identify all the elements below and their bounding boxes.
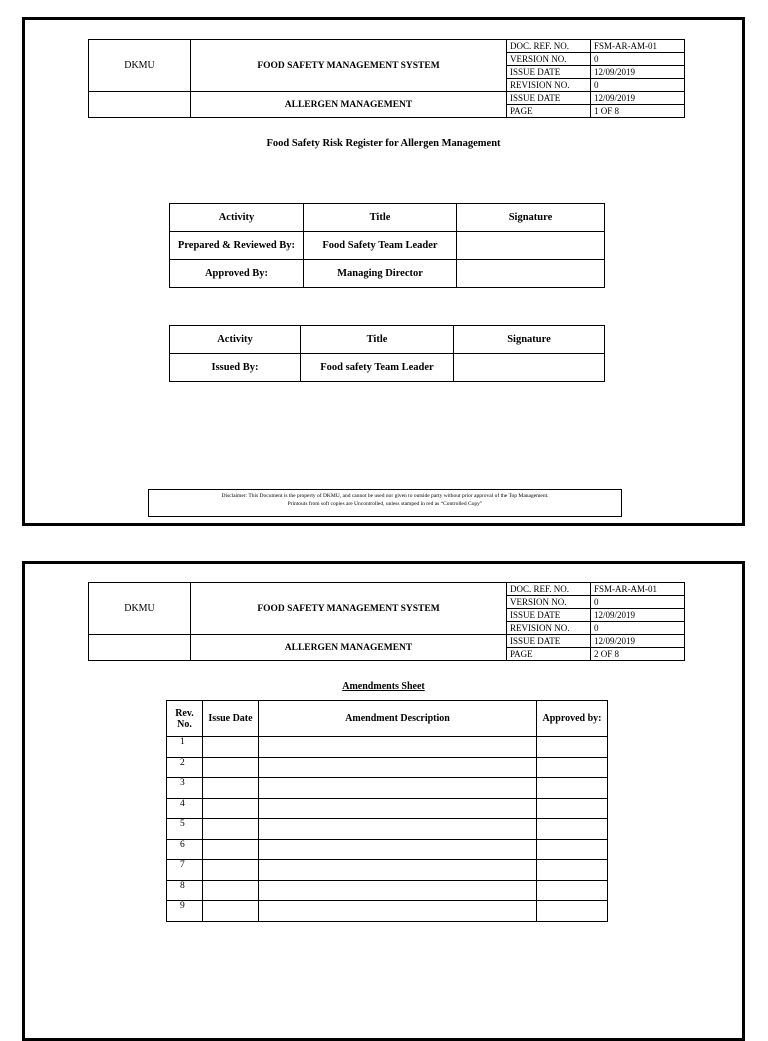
rev-no-cell: 7 bbox=[167, 860, 203, 881]
table-row bbox=[167, 757, 608, 778]
issue-date-cell bbox=[203, 880, 259, 901]
field-label: PAGE bbox=[507, 648, 591, 661]
issue-date-cell bbox=[203, 798, 259, 819]
table-row bbox=[167, 819, 608, 840]
page-number: 1 OF 8 bbox=[591, 105, 685, 118]
description-cell bbox=[259, 901, 537, 922]
description-cell bbox=[259, 757, 537, 778]
table-row bbox=[167, 737, 608, 758]
rev-no-cell: 3 bbox=[167, 778, 203, 799]
system-title: FOOD SAFETY MANAGEMENT SYSTEM bbox=[191, 583, 507, 635]
approved-by-cell bbox=[537, 901, 608, 922]
field-label: VERSION NO. bbox=[507, 596, 591, 609]
column-header: Signature bbox=[457, 204, 605, 232]
field-value: 12/09/2019 bbox=[591, 635, 685, 648]
section-title: ALLERGEN MANAGEMENT bbox=[191, 635, 507, 661]
field-value: 0 bbox=[591, 79, 685, 92]
field-value: 12/09/2019 bbox=[591, 92, 685, 105]
field-label: VERSION NO. bbox=[507, 53, 591, 66]
description-cell bbox=[259, 860, 537, 881]
description-cell bbox=[259, 819, 537, 840]
field-label: ISSUE DATE bbox=[507, 635, 591, 648]
issue-date-cell bbox=[203, 860, 259, 881]
table-row bbox=[167, 880, 608, 901]
description-cell bbox=[259, 778, 537, 799]
issue-date-cell bbox=[203, 757, 259, 778]
document-page-1 bbox=[22, 17, 745, 526]
issue-table bbox=[169, 325, 605, 382]
amendments-table bbox=[166, 700, 608, 922]
column-header: Rev. No. bbox=[167, 701, 203, 737]
description-cell bbox=[259, 737, 537, 758]
disclaimer-line: Disclaimer: This Document is the property of DKMU, and cannot be used nor given to outside party without prior approval of the Top Management. bbox=[221, 493, 549, 499]
signature-cell bbox=[457, 232, 605, 260]
table-row bbox=[167, 901, 608, 922]
activity-cell: Issued By: bbox=[170, 354, 301, 382]
field-label: REVISION NO. bbox=[507, 79, 591, 92]
issue-date-cell bbox=[203, 819, 259, 840]
activity-cell: Prepared & Reviewed By: bbox=[170, 232, 304, 260]
field-value: 12/09/2019 bbox=[591, 66, 685, 79]
issue-date-cell bbox=[203, 901, 259, 922]
table-row bbox=[167, 839, 608, 860]
approval-table bbox=[169, 203, 605, 288]
column-header: Amendment Description bbox=[259, 701, 537, 737]
field-label: DOC. REF. NO. bbox=[507, 583, 591, 596]
approved-by-cell bbox=[537, 757, 608, 778]
section-title: ALLERGEN MANAGEMENT bbox=[191, 92, 507, 118]
field-value: 0 bbox=[591, 596, 685, 609]
table-row bbox=[167, 798, 608, 819]
rev-no-cell: 6 bbox=[167, 839, 203, 860]
activity-cell: Approved By: bbox=[170, 260, 304, 288]
rev-no-cell: 1 bbox=[167, 737, 203, 758]
title-cell: Food Safety Team Leader bbox=[304, 232, 457, 260]
approved-by-cell bbox=[537, 778, 608, 799]
approved-by-cell bbox=[537, 839, 608, 860]
table-row bbox=[167, 860, 608, 881]
signature-cell bbox=[454, 354, 605, 382]
table-row bbox=[167, 778, 608, 799]
field-label: DOC. REF. NO. bbox=[507, 40, 591, 53]
document-header bbox=[88, 39, 685, 118]
disclaimer-box bbox=[148, 489, 622, 517]
approved-by-cell bbox=[537, 798, 608, 819]
issue-date-cell bbox=[203, 839, 259, 860]
field-label: ISSUE DATE bbox=[507, 66, 591, 79]
field-value: 0 bbox=[591, 622, 685, 635]
field-label: REVISION NO. bbox=[507, 622, 591, 635]
rev-no-cell: 8 bbox=[167, 880, 203, 901]
column-header: Activity bbox=[170, 326, 301, 354]
description-cell bbox=[259, 798, 537, 819]
title-cell: Food safety Team Leader bbox=[301, 354, 454, 382]
amendments-title: Amendments Sheet bbox=[342, 681, 425, 692]
signature-cell bbox=[457, 260, 605, 288]
column-header: Title bbox=[301, 326, 454, 354]
approved-by-cell bbox=[537, 737, 608, 758]
page-number: 2 OF 8 bbox=[591, 648, 685, 661]
system-title: FOOD SAFETY MANAGEMENT SYSTEM bbox=[191, 40, 507, 92]
column-header: Issue Date bbox=[203, 701, 259, 737]
column-header: Activity bbox=[170, 204, 304, 232]
org-name: DKMU bbox=[89, 583, 191, 635]
document-header bbox=[88, 582, 685, 661]
field-label: PAGE bbox=[507, 105, 591, 118]
org-name: DKMU bbox=[89, 40, 191, 92]
title-cell: Managing Director bbox=[304, 260, 457, 288]
column-header: Title bbox=[304, 204, 457, 232]
field-label: ISSUE DATE bbox=[507, 92, 591, 105]
document-page-2 bbox=[22, 561, 745, 1041]
field-value: 12/09/2019 bbox=[591, 609, 685, 622]
column-header: Approved by: bbox=[537, 701, 608, 737]
issue-date-cell bbox=[203, 778, 259, 799]
description-cell bbox=[259, 880, 537, 901]
field-value: FSM-AR-AM-01 bbox=[591, 40, 685, 53]
rev-no-cell: 9 bbox=[167, 901, 203, 922]
description-cell bbox=[259, 839, 537, 860]
approved-by-cell bbox=[537, 860, 608, 881]
rev-no-cell: 5 bbox=[167, 819, 203, 840]
disclaimer-line: Printouts from soft copies are Uncontrolled, unless stamped in red as “Controlled Copy” bbox=[287, 501, 483, 507]
approved-by-cell bbox=[537, 819, 608, 840]
field-value: 0 bbox=[591, 53, 685, 66]
document-title: Food Safety Risk Register for Allergen Management bbox=[266, 138, 501, 149]
rev-no-cell: 2 bbox=[167, 757, 203, 778]
rev-no-cell: 4 bbox=[167, 798, 203, 819]
approved-by-cell bbox=[537, 880, 608, 901]
field-value: FSM-AR-AM-01 bbox=[591, 583, 685, 596]
column-header: Signature bbox=[454, 326, 605, 354]
issue-date-cell bbox=[203, 737, 259, 758]
field-label: ISSUE DATE bbox=[507, 609, 591, 622]
